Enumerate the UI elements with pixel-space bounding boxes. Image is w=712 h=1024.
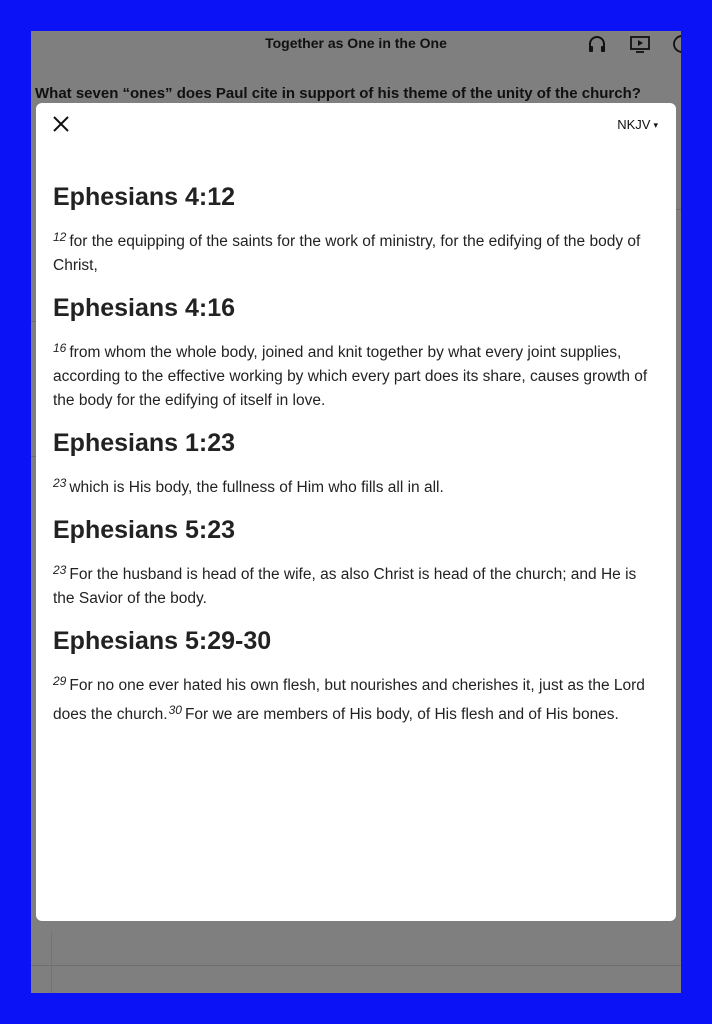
passage-reference: Ephesians 4:12 — [53, 183, 236, 211]
passage-reference: Ephesians 4:16 — [53, 294, 236, 322]
verse-text: For no one ever hated his own flesh, but nourishes and cherishes it, just as the Lord does the church. — [53, 677, 645, 723]
passage-text — [53, 471, 653, 500]
headphones-icon[interactable] — [586, 33, 608, 55]
passage-reference: Ephesians 1:23 — [53, 429, 236, 457]
app-title: Together as One in the One — [265, 35, 447, 51]
passage-text — [53, 336, 653, 413]
question-heading: What seven “ones” does Paul cite in support of his theme of the unity of the church? — [35, 85, 641, 102]
passage-reference: Ephesians 5:23 — [53, 516, 236, 544]
verse-text: from whom the whole body, joined and knit together by what every joint supplies, according to the effective working by which every part does its share, causes growth of the body for the edifying of itself in love. — [53, 344, 648, 409]
background-page-lines — [31, 931, 681, 993]
verse-number: 23 — [53, 476, 67, 490]
version-selector[interactable] — [617, 117, 658, 132]
verse-text: For the husband is head of the wife, as also Christ is head of the church; and He is the Savior of the body. — [53, 566, 637, 607]
verse-number: 29 — [53, 674, 67, 688]
verse-number: 30 — [168, 703, 182, 717]
video-play-icon[interactable] — [629, 33, 651, 55]
circle-icon[interactable] — [671, 33, 681, 55]
verse-number: 23 — [53, 563, 67, 577]
top-bar — [31, 31, 681, 59]
verse-number: 12 — [53, 230, 67, 244]
passage-text — [53, 558, 653, 611]
passage-text — [53, 669, 653, 727]
verse-number: 16 — [53, 341, 67, 355]
scripture-modal — [36, 103, 676, 921]
passage-text — [53, 225, 653, 278]
passage-list — [53, 181, 653, 741]
passage-reference: Ephesians 5:29-30 — [53, 627, 272, 655]
verse-text: for the equipping of the saints for the work of ministry, for the edifying of the body of Christ, — [53, 233, 641, 274]
verse-text: For we are members of His body, of His flesh and of His bones. — [184, 706, 619, 723]
version-label: NKJV — [617, 117, 651, 132]
caret-down-icon: ▾ — [653, 120, 658, 130]
verse-text: which is His body, the fullness of Him who fills all in all. — [69, 479, 444, 496]
close-icon[interactable] — [50, 113, 72, 135]
